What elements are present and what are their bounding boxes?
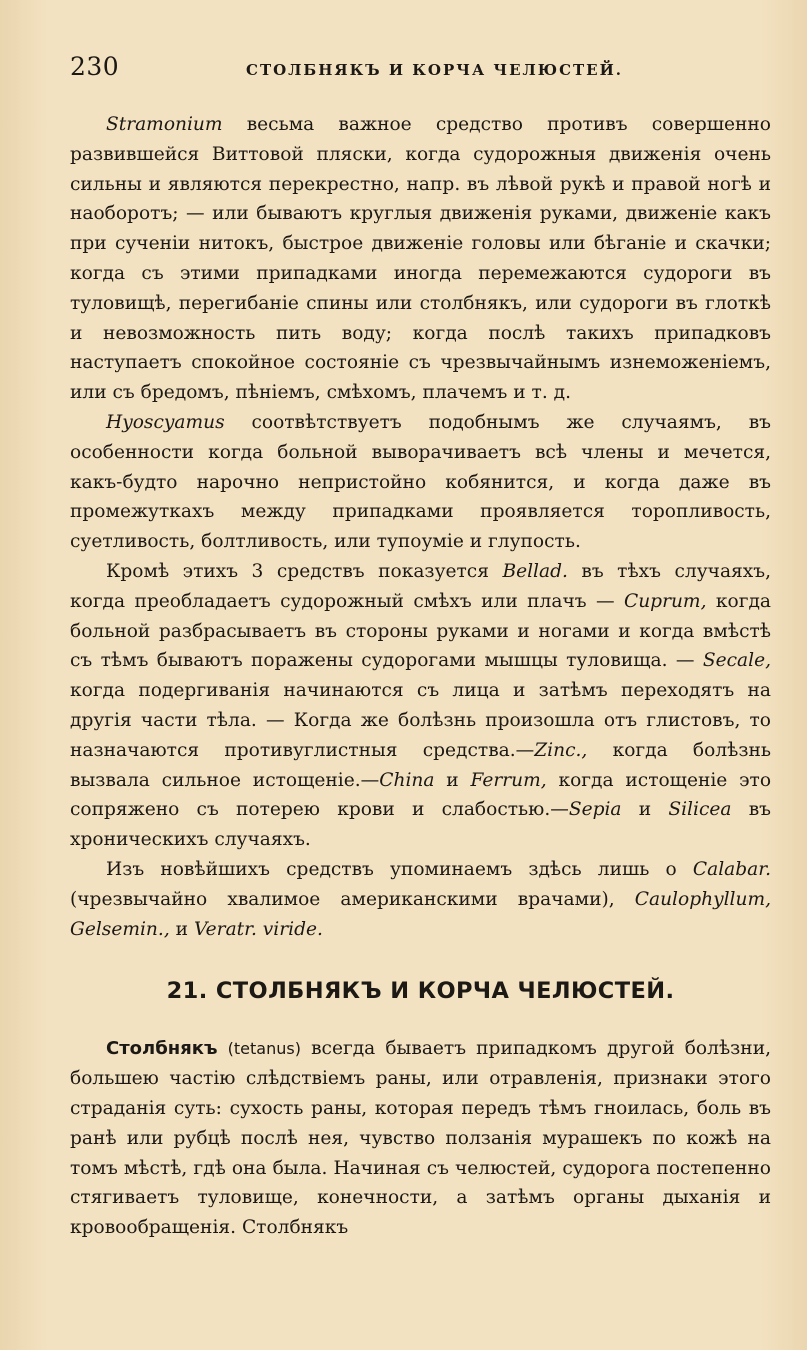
remedy-name: China [379,769,435,791]
running-head-title: СТОЛБНЯКЪ И КОРЧА ЧЕЛЮСТЕЙ. [246,61,624,79]
text-run: когда болѣзнь вызвала сильное истощеніе.— [70,739,771,791]
remedy-name: Veratr. viride. [193,918,323,940]
remedy-name: Caulophyllum, [634,888,771,910]
paragraph-hyoscyamus [70,408,771,557]
text-run: и [169,918,194,940]
text-run: и [621,799,669,821]
remedy-name: Hyoscyamus [106,411,225,433]
running-head [70,52,771,92]
remedy-name: Ferrum, [470,769,547,791]
remedy-name: Zinc., [534,739,588,761]
latin-term: (tetanus) [227,1039,301,1059]
paragraph-text: соотвѣтствуетъ подобнымъ же случаямъ, въ особенности когда больной выворачиваетъ всѣ члены и мечется, какъ-будто нарочно непристойно кобянится, и когда даже въ промежуткахъ между припадками проявляется торопливость, суетливость, болтливость, или тупоуміе и глупость. [70,411,771,553]
text-run: когда истощеніе это сопряжено съ потерею крови и слабостью.— [70,769,772,821]
text-run: и [434,769,471,791]
paragraph-text: весьма важное средство противъ совершенно развившейся Виттовой пляски, когда судорожныя движенія очень сильны и являются перекрестно, напр. въ лѣвой рукѣ и правой ногѣ и наоборотъ; — или бываютъ круглыя движенія руками, движеніе какъ при сученіи нитокъ, быстрое движеніе головы или бѣганіе и скачки; когда съ этими припадками иногда перемежаются судороги въ туловищѣ, перегибаніе спины или столбнякъ, или судороги въ глоткѣ и невозможность пить воду; когда послѣ такихъ припадковъ наступаетъ спокойное состояніе съ чрезвычайнымъ изнеможеніемъ, или съ бредомъ, пѣніемъ, смѣхомъ, плачемъ и т. д. [70,114,771,404]
remedy-name: Sepia [568,799,622,821]
remedy-name: Stramonium [106,114,223,135]
page-number: 230 [70,52,120,81]
text-run: когда больной разбрасываетъ въ стороны руками и ногами и когда вмѣстѣ съ тѣмъ бываютъ поражены судорогами мышцы туловища. — [70,590,771,672]
paragraph-text: всегда бываетъ припадкомъ другой болѣзни, большею частію слѣдствіемъ раны, или отравленія, признаки этого страданія суть: сухость раны, которая передъ тѣмъ гноилась, боль въ ранѣ или рубцѣ послѣ нея, чувство ползанія мурашекъ по кожѣ на томъ мѣстѣ, гдѣ она была. Начиная съ челюстей, судорога постепенно стягиваетъ туловище, конечности, а затѣмъ органы дыханія и кровообращенія. Столбнякъ [70,1038,771,1239]
text-run: въ хроническихъ случаяхъ. [70,799,771,851]
remedy-name: Calabar. [692,858,771,880]
paragraph-newest-remedies [70,855,771,944]
remedy-name: Silicea [668,799,732,821]
section-term: Столбнякъ [106,1038,218,1060]
remedy-name: Bellad. [502,560,568,582]
text-run: въ тѣхъ случаяхъ, когда преобладаетъ судорожный смѣхъ или плачъ — [70,560,771,612]
remedy-name: Secale, [702,650,771,672]
remedy-name: Cuprum, [623,590,707,612]
paragraph-tetanus [70,1034,771,1243]
text-run: Кромѣ этихъ 3 средствъ показуется [106,560,503,582]
remedy-name: Gelsemin., [70,918,170,940]
text-run: когда подергиванія начинаются съ лица и затѣмъ переходятъ на другія части тѣла. — Когда же болѣзнь произошла отъ глистовъ, то назначаются противуглистныя средства.— [70,680,771,761]
paragraph-stramonium [70,110,771,408]
text-run: Изъ новѣйшихъ средствъ упоминаемъ здѣсь лишь о [106,858,693,880]
section-title: 21. СТОЛБНЯКЪ И КОРЧА ЧЕЛЮСТЕЙ. [166,978,675,1005]
text-run: (чрезвычайно хвалимое американскими врачами), [70,888,635,910]
paragraph-other-remedies [70,557,771,855]
